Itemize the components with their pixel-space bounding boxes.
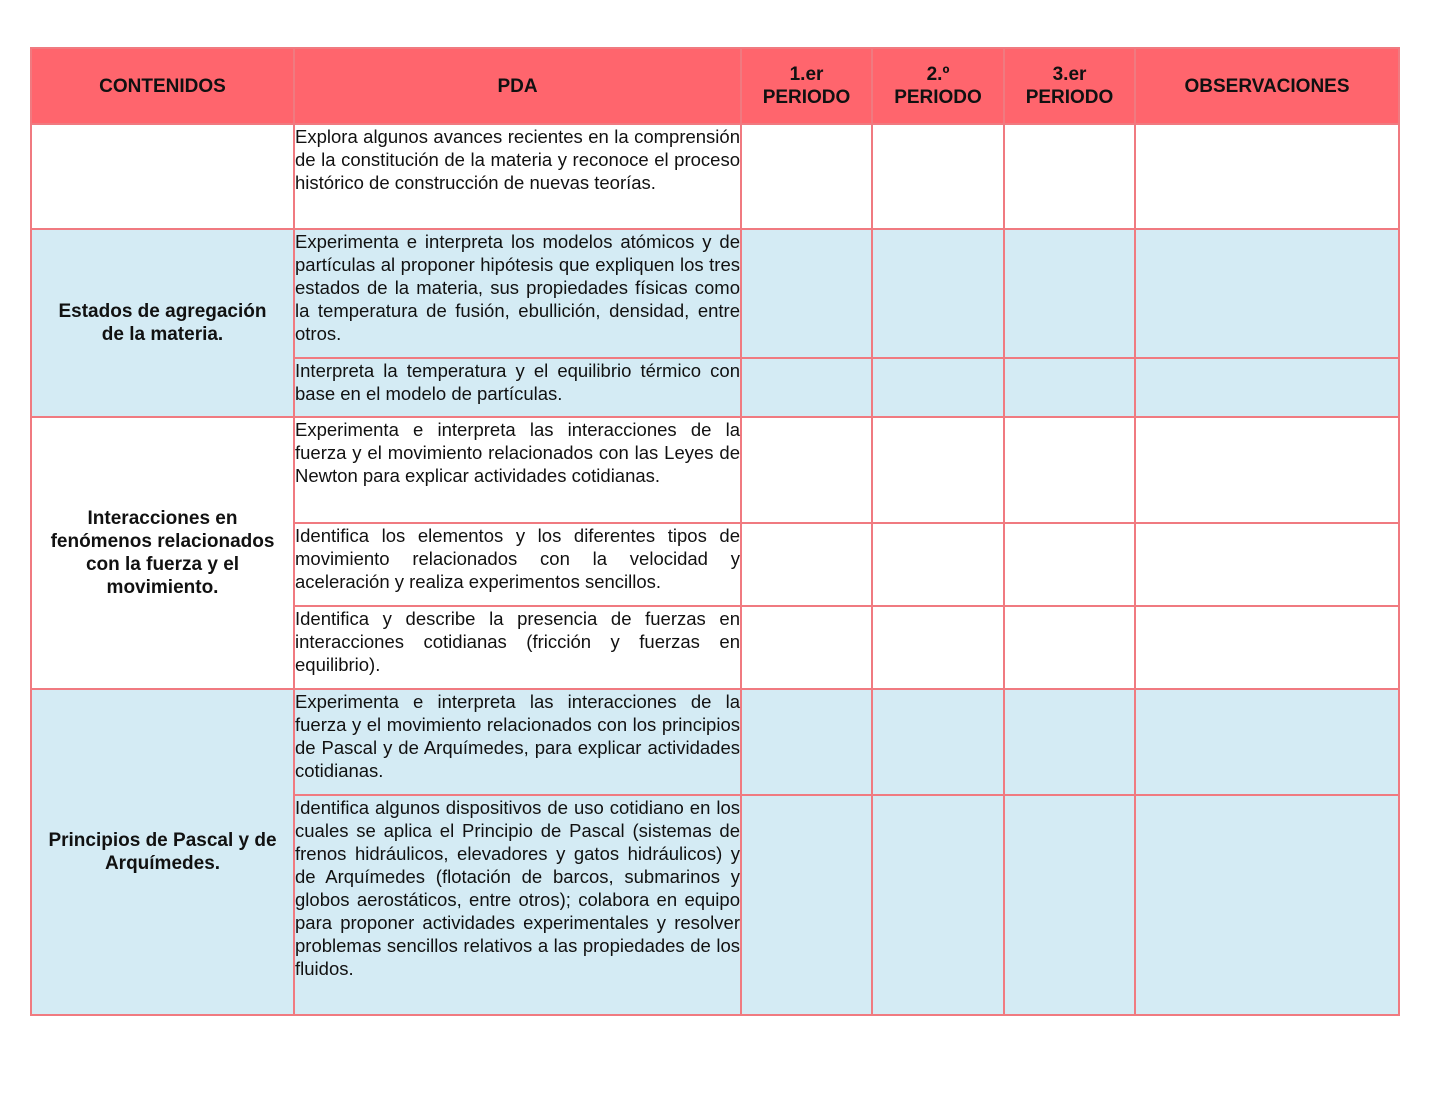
periodo-2-cell[interactable]	[872, 795, 1004, 1015]
pda-cell: Explora algunos avances recientes en la comprensión de la constitución de la materia y reconoce el proceso histórico de construcción de nuevas teorías.	[294, 124, 741, 229]
periodo-3-cell[interactable]	[1004, 124, 1135, 229]
observaciones-cell[interactable]	[1135, 229, 1399, 358]
periodo-3-cell[interactable]	[1004, 358, 1135, 417]
header-contenidos: CONTENIDOS	[31, 48, 294, 124]
pda-cell: Interpreta la temperatura y el equilibrio térmico con base en el modelo de partículas.	[294, 358, 741, 417]
observaciones-cell[interactable]	[1135, 606, 1399, 689]
periodo-2-cell[interactable]	[872, 689, 1004, 795]
periodo-2-cell[interactable]	[872, 358, 1004, 417]
contenido-cell-interacciones	[31, 417, 294, 689]
observaciones-cell[interactable]	[1135, 689, 1399, 795]
contenido-line: fenómenos relacionados	[50, 531, 275, 552]
periodo-1-cell[interactable]	[741, 417, 872, 523]
contenido-line: Arquímedes.	[104, 853, 221, 874]
contenido-line: Principios de Pascal y de	[48, 830, 277, 851]
periodo-2-cell[interactable]	[872, 523, 1004, 606]
contenido-line: Estados de agregación	[58, 301, 267, 322]
periodo-2-cell[interactable]	[872, 229, 1004, 358]
periodo-3-cell[interactable]	[1004, 523, 1135, 606]
periodo-1-cell[interactable]	[741, 606, 872, 689]
periodo-1-cell[interactable]	[741, 358, 872, 417]
pda-cell: Identifica y describe la presencia de fuerzas en interacciones cotidianas (fricción y fuerzas en equilibrio).	[294, 606, 741, 689]
periodo-1-cell[interactable]	[741, 124, 872, 229]
table-row	[31, 689, 1399, 795]
observaciones-cell[interactable]	[1135, 523, 1399, 606]
pda-cell: Experimenta e interpreta las interacciones de la fuerza y el movimiento relacionados con los principios de Pascal y de Arquímedes, para explicar actividades cotidianas.	[294, 689, 741, 795]
header-periodo-2-label: PERIODO	[894, 87, 982, 108]
header-row	[31, 48, 1399, 124]
contenido-line: movimiento.	[106, 577, 219, 598]
contenido-cell-empty	[31, 124, 294, 229]
header-periodo-2	[872, 48, 1004, 124]
pda-cell: Identifica los elementos y los diferentes tipos de movimiento relacionados con la velocidad y aceleración y realiza experimentos sencillos.	[294, 523, 741, 606]
periodo-1-cell[interactable]	[741, 689, 872, 795]
periodo-2-cell[interactable]	[872, 417, 1004, 523]
contenido-cell-pascal	[31, 689, 294, 1015]
periodo-3-cell[interactable]	[1004, 606, 1135, 689]
periodo-3-cell[interactable]	[1004, 417, 1135, 523]
header-periodo-2-number: 2.º	[926, 64, 950, 85]
header-periodo-3-label: PERIODO	[1025, 87, 1114, 108]
observaciones-cell[interactable]	[1135, 417, 1399, 523]
table-row	[31, 229, 1399, 358]
header-periodo-1	[741, 48, 872, 124]
contenido-line: con la fuerza y el	[85, 554, 240, 575]
table-row	[31, 417, 1399, 523]
periodo-1-cell[interactable]	[741, 795, 872, 1015]
contenido-line: Interacciones en	[87, 508, 238, 529]
observaciones-cell[interactable]	[1135, 358, 1399, 417]
periodo-3-cell[interactable]	[1004, 689, 1135, 795]
periodo-1-cell[interactable]	[741, 523, 872, 606]
pda-cell: Experimenta e interpreta las interacciones de la fuerza y el movimiento relacionados con las Leyes de Newton para explicar actividades cotidianas.	[294, 417, 741, 523]
table-row	[31, 124, 1399, 229]
pda-cell: Identifica algunos dispositivos de uso cotidiano en los cuales se aplica el Principio de Pascal (sistemas de frenos hidráulicos, elevadores y gatos hidráulicos) y de Arquímedes (flotación de barcos, submarinos y globos aerostáticos, entre otros); colabora en equipo para proponer actividades experimentales y resolver problemas sencillos relativos a las propiedades de los fluidos.	[294, 795, 741, 1015]
periodo-3-cell[interactable]	[1004, 229, 1135, 358]
header-periodo-3	[1004, 48, 1135, 124]
header-periodo-3-number: 3.er	[1052, 64, 1087, 85]
planning-table	[30, 47, 1400, 1016]
periodo-1-cell[interactable]	[741, 229, 872, 358]
contenido-line: de la materia.	[101, 324, 224, 345]
header-periodo-1-label: PERIODO	[762, 87, 851, 108]
header-pda: PDA	[294, 48, 741, 124]
periodo-3-cell[interactable]	[1004, 795, 1135, 1015]
observaciones-cell[interactable]	[1135, 795, 1399, 1015]
pda-cell: Experimenta e interpreta los modelos atómicos y de partículas al proponer hipótesis que expliquen los tres estados de la materia, sus propiedades físicas como la temperatura de fusión, ebullición, densidad, entre otros.	[294, 229, 741, 358]
observaciones-cell[interactable]	[1135, 124, 1399, 229]
contenido-cell-estados	[31, 229, 294, 417]
header-periodo-1-number: 1.er	[789, 64, 824, 85]
header-observaciones: OBSERVACIONES	[1135, 48, 1399, 124]
periodo-2-cell[interactable]	[872, 606, 1004, 689]
periodo-2-cell[interactable]	[872, 124, 1004, 229]
